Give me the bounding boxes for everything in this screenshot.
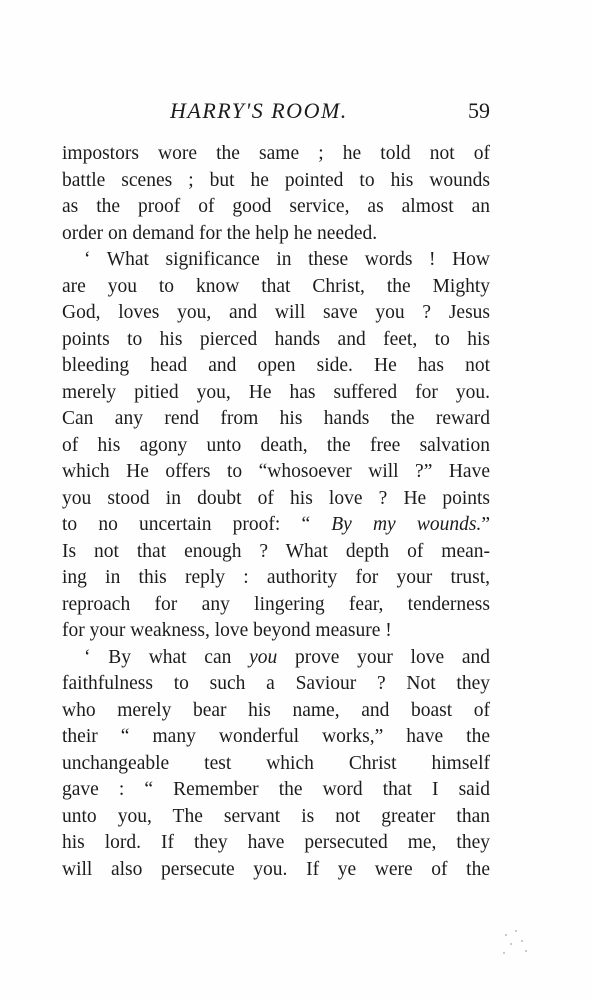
text-line (62, 645, 490, 672)
text-line (62, 194, 490, 221)
text-line (62, 141, 490, 168)
text-segment: which He offers to “whosoever will ?” Have (62, 461, 490, 482)
paper-speckle (501, 928, 531, 958)
text-segment: of his agony unto death, the free salvation (62, 434, 490, 456)
text-segment: prove your love and (277, 646, 490, 668)
text-segment: faithfulness to such a Saviour ? Not they (62, 673, 490, 694)
text-line (62, 406, 490, 433)
text-segment: ‘ What significance in these words ! How (84, 249, 490, 270)
text-segment: Can any rend from his hands the reward (62, 408, 490, 429)
text-segment: to no uncertain proof: “ (62, 514, 332, 535)
text-segment: merely pitied you, He has suffered for you. (62, 381, 490, 403)
text-segment: order on demand for the help he needed. (62, 222, 378, 244)
text-line (62, 512, 490, 539)
text-segment: Is not that enough ? What depth of mean- (62, 540, 490, 562)
text-segment: for your weakness, love beyond measure ! (62, 620, 392, 641)
text-line (62, 247, 490, 274)
page-header (62, 96, 490, 130)
text-line (62, 300, 490, 327)
text-line (62, 857, 490, 884)
text-line (62, 804, 490, 831)
text-segment: ” (481, 514, 490, 535)
text-segment: battle scenes ; but he pointed to his wounds (62, 169, 490, 191)
text-line (62, 777, 490, 804)
text-segment: their “ many wonderful works,” have the (62, 726, 490, 747)
text-segment: are you to know that Christ, the Mighty (62, 275, 490, 297)
text-line (62, 327, 490, 354)
text-line (62, 830, 490, 857)
text-segment: will also persecute you. If ye were of the (62, 858, 490, 880)
text-segment: who merely bear his name, and boast of (62, 699, 490, 721)
text-segment: God, loves you, and will save you ? Jesus (62, 302, 490, 323)
text-line (62, 618, 490, 645)
text-line (62, 724, 490, 751)
text-segment: you stood in doubt of his love ? He points (62, 487, 490, 509)
text-segment: as the proof of good service, as almost an (62, 196, 490, 217)
italic-text: By my wounds. (331, 514, 482, 535)
text-line (62, 592, 490, 619)
text-line (62, 565, 490, 592)
text-line (62, 459, 490, 486)
text-segment: ‘ By what can (84, 646, 250, 668)
text-line (62, 380, 490, 407)
text-segment: ing in this reply : authority for your trust, (62, 567, 490, 588)
text-segment: reproach for any lingering fear, tenderness (62, 593, 490, 615)
text-line (62, 698, 490, 725)
text-segment: points to his pierced hands and feet, to his (62, 328, 490, 350)
text-segment: unchangeable test which Christ himself (62, 752, 490, 774)
text-line (62, 274, 490, 301)
text-line (62, 486, 490, 513)
italic-text: you (249, 646, 278, 668)
text-segment: impostors wore the same ; he told not of (62, 143, 490, 164)
text-line (62, 353, 490, 380)
page-number: 59 (468, 98, 490, 123)
text-line (62, 539, 490, 566)
text-segment: unto you, The servant is not greater than (62, 805, 490, 827)
text-line (62, 751, 490, 778)
text-segment: gave : “ Remember the word that I said (62, 779, 490, 800)
body-text (62, 141, 490, 883)
text-line (62, 221, 490, 248)
text-line (62, 433, 490, 460)
text-line (62, 168, 490, 195)
text-line (62, 671, 490, 698)
text-segment: his lord. If they have persecuted me, they (62, 832, 490, 853)
text-segment: bleeding head and open side. He has not (62, 355, 490, 376)
running-title: HARRY'S ROOM. (170, 98, 348, 123)
